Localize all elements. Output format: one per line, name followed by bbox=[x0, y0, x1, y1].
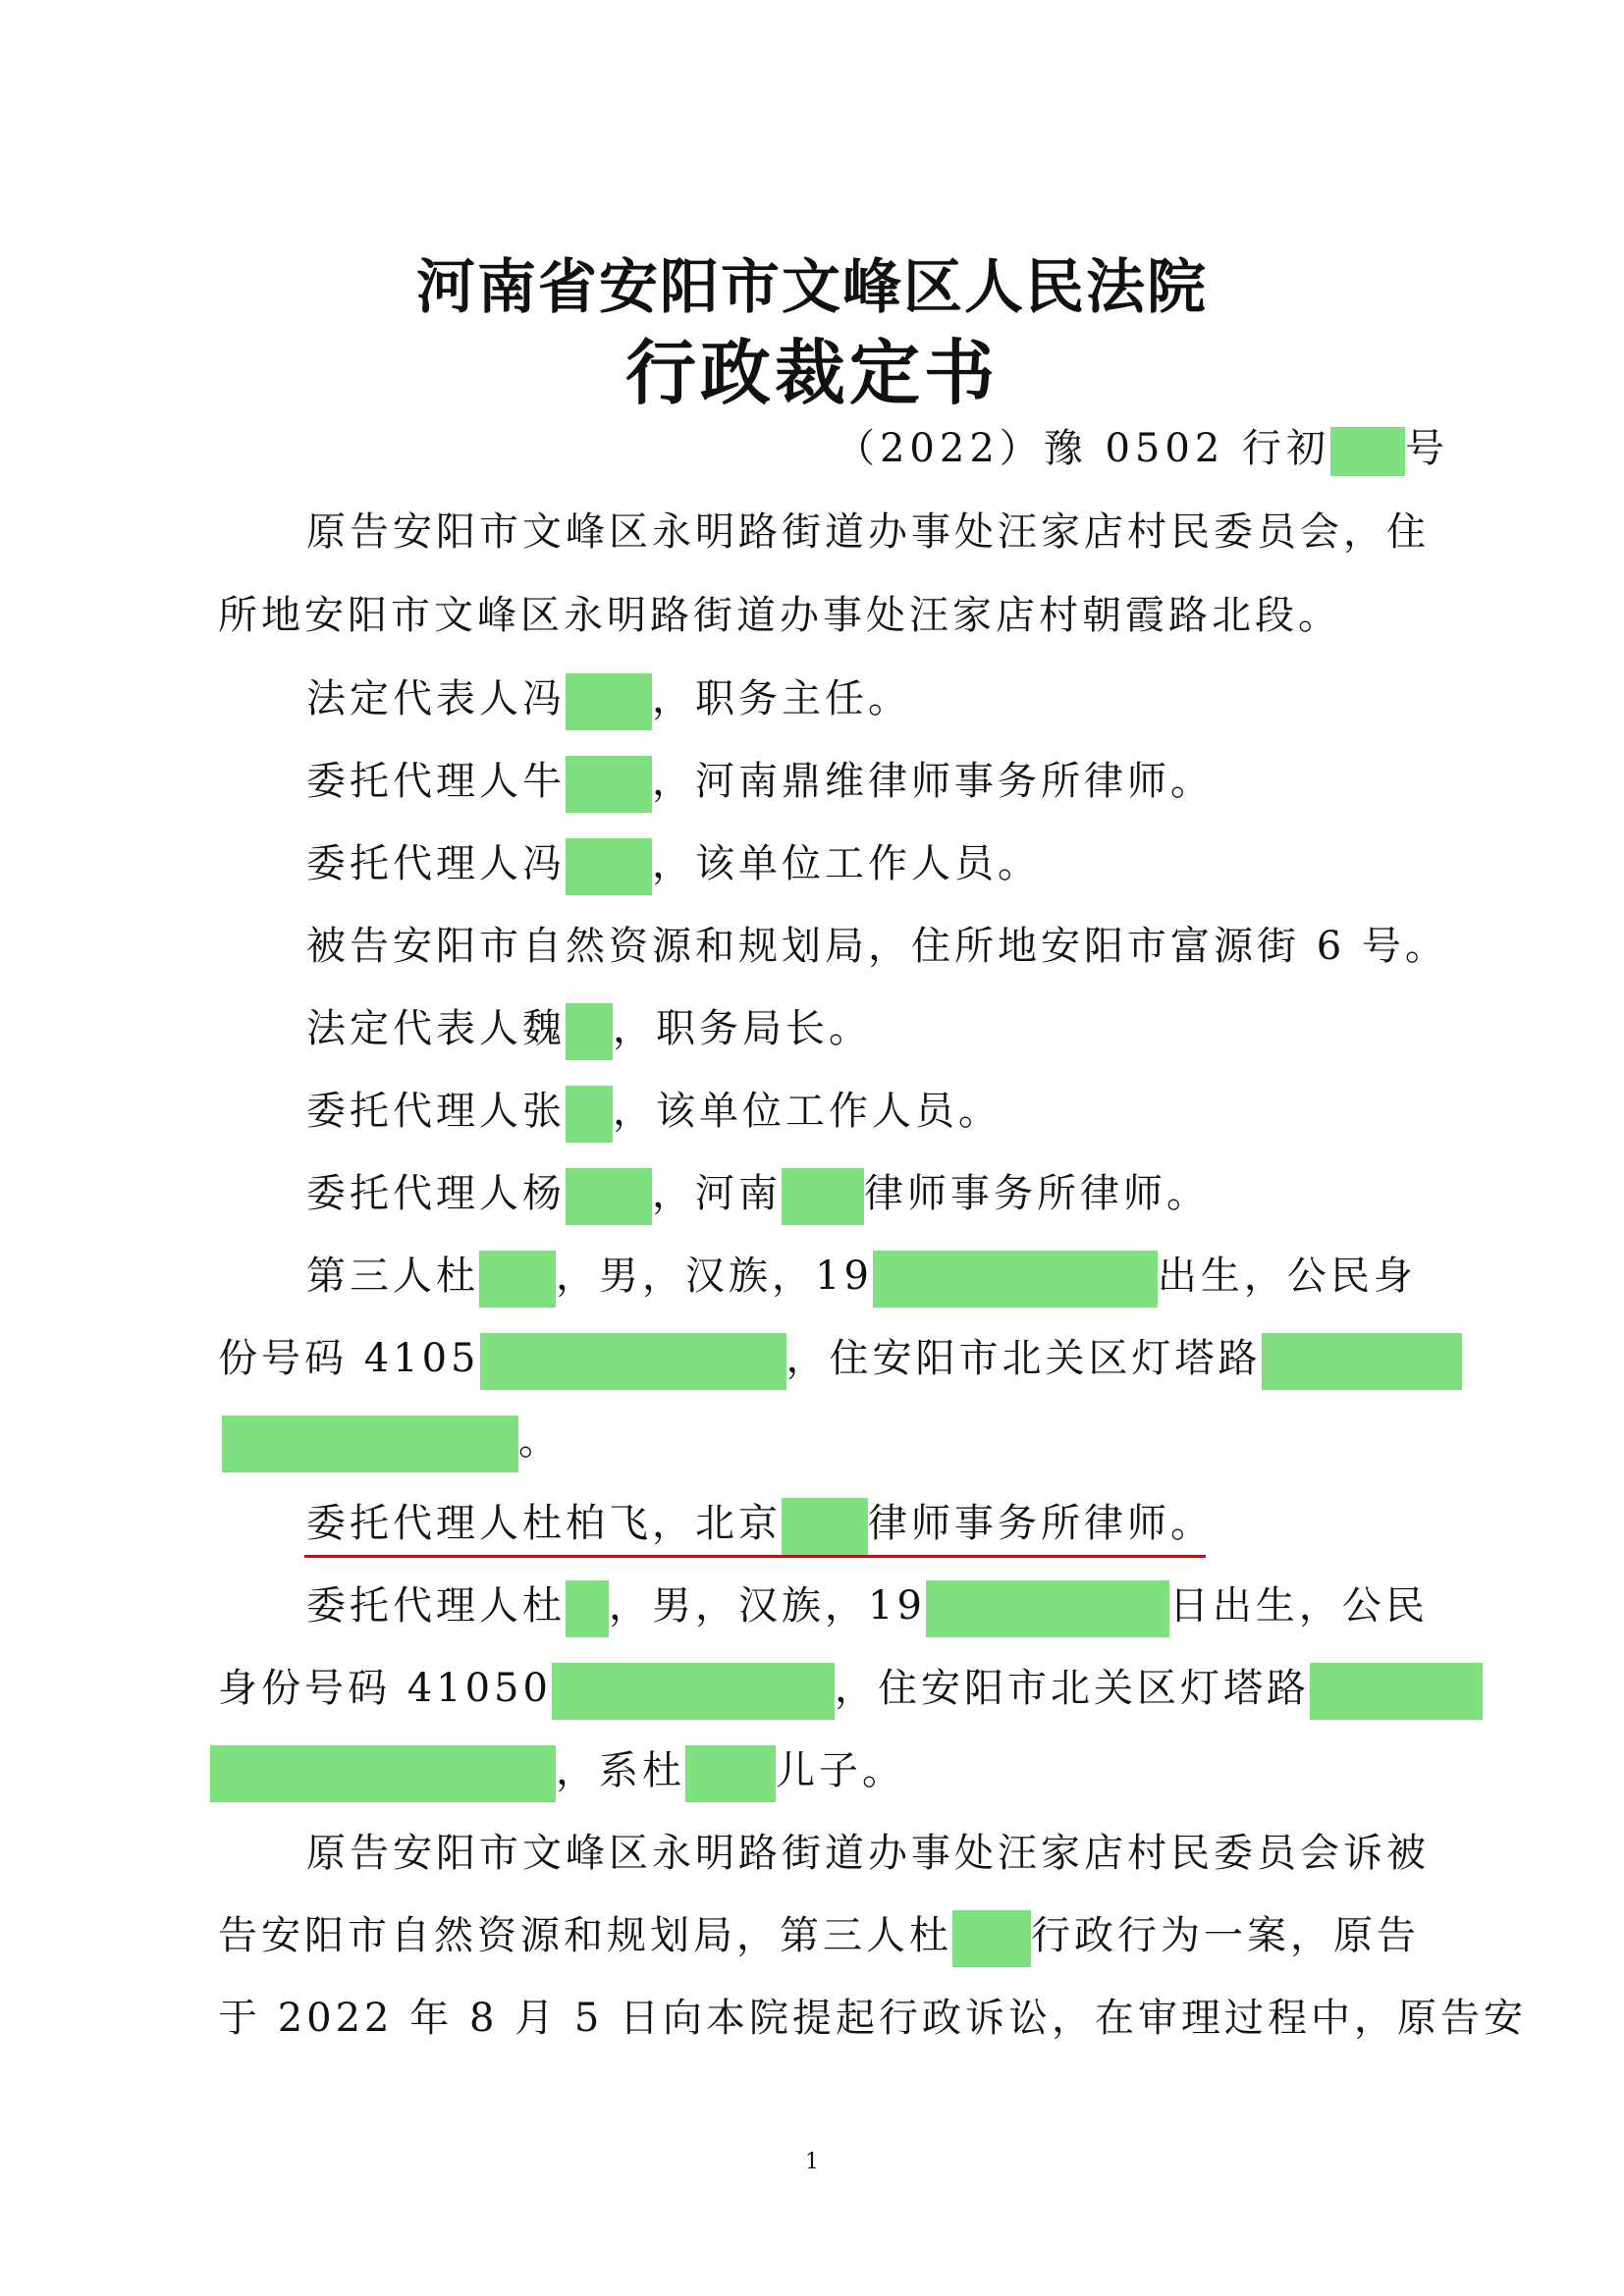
text-segment: 委托代理人杜 bbox=[306, 1583, 566, 1629]
text-segment: ，职务局长。 bbox=[613, 1006, 872, 1051]
redaction-box bbox=[566, 1086, 613, 1143]
paragraph-line bbox=[210, 1739, 905, 1802]
paragraph-line bbox=[218, 1904, 1420, 1967]
paragraph-line: 于 2022 年 8 月 5 日向本院提起行政诉讼，在审理过程中，原告安 bbox=[218, 1996, 1527, 2041]
text-segment: 委托代理人杨 bbox=[306, 1171, 566, 1216]
text-segment: 法定代表人魏 bbox=[306, 1006, 566, 1051]
text-segment: ，该单位工作人员。 bbox=[652, 841, 1041, 886]
redaction-box bbox=[566, 838, 652, 895]
paragraph-line bbox=[306, 1245, 1417, 1308]
court-name: 河南省安阳市文峰区人民法院 bbox=[416, 253, 1208, 322]
redaction-box bbox=[566, 1580, 609, 1637]
redaction-box bbox=[873, 1251, 1158, 1308]
text-segment: 委托代理人杜柏飞，北京 bbox=[306, 1501, 782, 1546]
redaction-box bbox=[782, 1498, 868, 1555]
redaction-box bbox=[566, 1168, 652, 1225]
redaction-box bbox=[1330, 427, 1405, 476]
redaction-box bbox=[480, 1333, 786, 1390]
text-segment: ，住安阳市北关区灯塔路 bbox=[785, 1336, 1262, 1381]
text-segment: ，职务主任。 bbox=[652, 676, 911, 721]
redaction-box bbox=[210, 1745, 556, 1802]
paragraph-line bbox=[222, 1410, 562, 1472]
paragraph-line bbox=[306, 667, 911, 730]
text-segment: 律师事务所律师。 bbox=[868, 1501, 1214, 1546]
redaction-box bbox=[1310, 1663, 1483, 1720]
text-segment: 儿子。 bbox=[776, 1748, 905, 1793]
paragraph-line: 被告安阳市自然资源和规划局，住所地安阳市富源街 6 号。 bbox=[306, 924, 1448, 969]
redaction-box bbox=[1262, 1333, 1462, 1390]
case-number bbox=[836, 417, 1449, 476]
paragraph-line: 原告安阳市文峰区永明路街道办事处汪家店村民委员会诉被 bbox=[306, 1831, 1430, 1876]
paragraph-line bbox=[218, 1657, 1483, 1720]
redaction-box bbox=[566, 756, 652, 813]
redaction-box bbox=[566, 673, 652, 730]
text-segment: 身份号码 41050 bbox=[218, 1666, 552, 1711]
paragraph-line bbox=[306, 1575, 1429, 1637]
redaction-box bbox=[926, 1580, 1169, 1637]
text-segment: 委托代理人张 bbox=[306, 1089, 566, 1134]
redaction-box bbox=[952, 1910, 1031, 1967]
paragraph-line bbox=[306, 832, 1041, 895]
case-number-suffix: 号 bbox=[1405, 426, 1449, 471]
text-segment: 份号码 4105 bbox=[218, 1336, 480, 1381]
redaction-box bbox=[685, 1745, 776, 1802]
text-segment: ，河南鼎维律师事务所律师。 bbox=[652, 759, 1214, 804]
text-segment: 委托代理人冯 bbox=[306, 841, 566, 886]
text-segment: 第三人杜 bbox=[306, 1254, 479, 1299]
text-segment: ，河南 bbox=[652, 1171, 782, 1216]
redaction-box bbox=[566, 1003, 613, 1060]
text-segment: ，住安阳市北关区灯塔路 bbox=[834, 1666, 1310, 1711]
paragraph-line: 所地安阳市文峰区永明路街道办事处汪家店村朝霞路北段。 bbox=[218, 593, 1341, 638]
document-type-title: 行政裁定书 bbox=[624, 332, 999, 414]
annotation-underline bbox=[304, 1555, 1206, 1558]
redaction-box bbox=[479, 1251, 556, 1308]
text-segment: 出生，公民身 bbox=[1157, 1254, 1417, 1299]
text-segment: 法定代表人冯 bbox=[306, 676, 566, 721]
text-segment: ，男，汉族，19 bbox=[609, 1583, 926, 1629]
text-segment: 行政行为一案，原告 bbox=[1031, 1913, 1420, 1958]
text-segment: ，系杜 bbox=[556, 1748, 685, 1793]
text-segment: 。 bbox=[518, 1418, 562, 1464]
text-segment: 日出生，公民 bbox=[1168, 1583, 1429, 1629]
paragraph-line bbox=[306, 750, 1214, 813]
paragraph-line bbox=[306, 1080, 1001, 1143]
paragraph-line: 原告安阳市文峰区永明路街道办事处汪家店村民委员会，住 bbox=[306, 509, 1430, 555]
text-segment: ，男，汉族，19 bbox=[556, 1254, 873, 1299]
paragraph-line bbox=[306, 997, 872, 1060]
paragraph-line bbox=[218, 1327, 1462, 1390]
redaction-box bbox=[552, 1663, 835, 1720]
annotated-line bbox=[306, 1492, 1214, 1555]
paragraph-line bbox=[306, 1162, 1210, 1225]
redaction-box bbox=[782, 1168, 864, 1225]
text-segment: 委托代理人牛 bbox=[306, 759, 566, 804]
text-segment: 告安阳市自然资源和规划局，第三人杜 bbox=[218, 1913, 952, 1958]
redaction-box bbox=[222, 1415, 518, 1472]
text-segment: ，该单位工作人员。 bbox=[613, 1089, 1001, 1134]
page-number: 1 bbox=[805, 2150, 819, 2174]
text-segment: 律师事务所律师。 bbox=[864, 1171, 1210, 1216]
case-number-prefix: （2022）豫 0502 行初 bbox=[835, 426, 1330, 471]
